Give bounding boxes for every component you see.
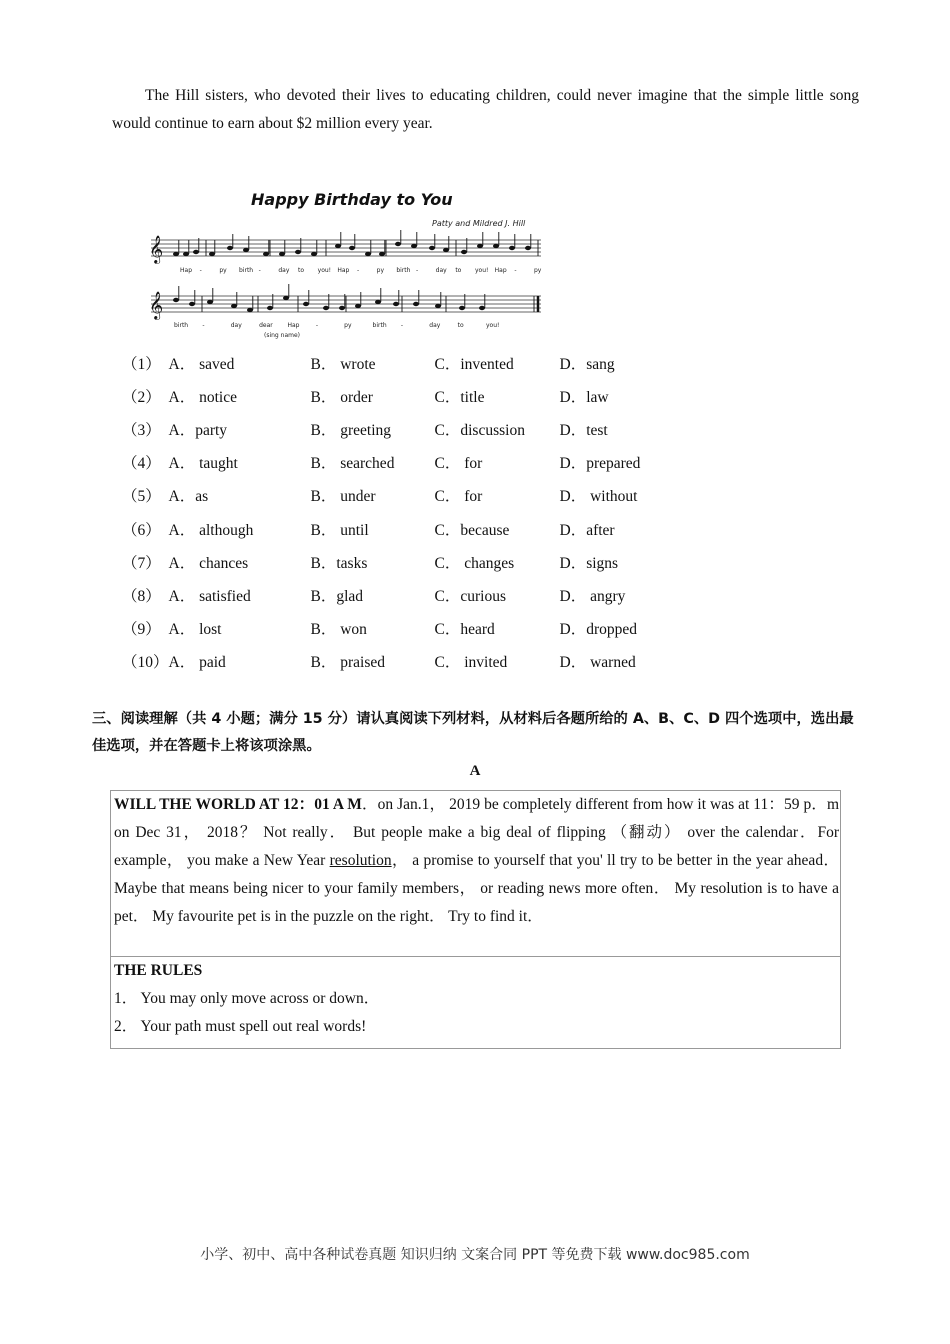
option-row — [122, 346, 680, 379]
lyric-syllable: - — [315, 322, 318, 329]
lyric-syllable: you! — [486, 322, 500, 329]
staff-line-1 — [149, 230, 541, 264]
question-number: （9） — [122, 621, 161, 639]
lyric-syllable: Hap — [287, 322, 300, 329]
option-d: D．law — [559, 388, 609, 406]
lyric-syllable: - — [416, 267, 419, 274]
lyric-syllable: - — [199, 267, 202, 274]
option-c: C．title — [434, 388, 485, 406]
lyric-syllable: you! — [475, 267, 489, 274]
option-row — [122, 578, 680, 611]
option-c: C． for — [434, 455, 483, 473]
option-row — [122, 379, 680, 412]
option-a: A．party — [168, 421, 228, 439]
intro-text: The Hill sisters, who devoted their lives to educating children, could never imagine that the simple little song would continue to earn about $2 million every year. — [112, 87, 859, 132]
option-d: D．sang — [559, 355, 615, 373]
option-b: B． order — [310, 388, 373, 406]
score-composer: Patty and Mildred J. Hill — [432, 219, 526, 228]
option-a: A． lost — [168, 621, 222, 639]
lyric-syllable: day — [230, 322, 242, 329]
option-a: A． paid — [168, 654, 226, 672]
option-c: C． changes — [434, 554, 515, 572]
lyric-syllable: dear — [259, 322, 273, 329]
section-3-heading: 三、阅读理解（共 4 小题；满分 15 分）请认真阅读下列材料，从材料后各题所给的 A、B、C、D 四个选项中，选出最佳选项，并在答题卡上将该项涂黑。 — [92, 711, 854, 754]
question-number: （4） — [122, 455, 161, 473]
question-number: （2） — [122, 388, 161, 406]
lyric-syllable: Hap — [494, 267, 507, 274]
option-c: C．discussion — [434, 421, 525, 439]
question-number: （7） — [122, 554, 161, 572]
lyric-syllable: you! — [317, 267, 332, 274]
option-row — [122, 412, 680, 445]
lyric-syllable: to — [455, 267, 462, 274]
lyric-syllable: birth — [396, 267, 411, 274]
option-b: B． praised — [310, 654, 385, 672]
option-row — [122, 512, 680, 545]
passage-box — [110, 790, 841, 1049]
page-footer: 小学、初中、高中各种试卷真题 知识归纳 文案合同 PPT 等免费下载 www.doc985.com — [200, 1247, 750, 1263]
passage-part2: ， a promise to yourself that you' ll try to be better in the year ahead． Maybe that means being nicer to your family members， or reading news more often． My resolution is to have a pet． My favourite pet is in the puzzle on the right． Try to find it． — [114, 852, 839, 925]
option-a: A． chances — [168, 554, 249, 572]
lyric-syllable: day — [435, 267, 447, 274]
passage-lead: WILL THE WORLD AT 12：01 A M — [114, 796, 362, 813]
lyrics-line-2 — [174, 322, 499, 329]
rules-section — [111, 956, 840, 1048]
rules-title: THE RULES — [114, 962, 203, 979]
lyric-syllable: - — [514, 267, 517, 274]
lyric-syllable: day — [429, 322, 441, 329]
lyric-syllable: birth — [239, 267, 254, 274]
cloze-options-table — [122, 346, 680, 678]
option-b: B． wrote — [310, 355, 376, 373]
question-number: （6） — [122, 521, 161, 539]
option-d: D．prepared — [559, 455, 641, 473]
option-row — [122, 479, 680, 512]
option-row — [122, 446, 680, 479]
question-number: （3） — [122, 421, 161, 439]
option-a: A． taught — [168, 455, 238, 473]
option-d: D．signs — [559, 554, 619, 572]
passage-text — [111, 791, 840, 956]
question-number: （5） — [122, 488, 161, 506]
option-a: A．as — [168, 488, 209, 506]
option-b: B．tasks — [310, 554, 368, 572]
resolution-underlined: resolution — [329, 852, 392, 869]
option-c: C．curious — [434, 587, 506, 605]
lyric-syllable: - — [258, 267, 261, 274]
lyrics-line-1 — [180, 267, 542, 274]
option-row — [122, 545, 680, 578]
option-c: C．because — [434, 521, 510, 539]
option-d: D．dropped — [559, 621, 638, 639]
option-a: A． although — [168, 521, 254, 539]
question-number: （8） — [122, 587, 161, 605]
rule-2: 2． Your path must spell out real words! — [114, 1018, 367, 1035]
lyric-syllable: - — [357, 267, 360, 274]
lyric-syllable: py — [219, 267, 227, 274]
option-b: B． greeting — [310, 421, 392, 439]
option-d: D． without — [559, 488, 638, 506]
lyric-syllable: to — [298, 267, 305, 274]
option-d: D． angry — [559, 587, 626, 605]
lyric-syllable: py — [376, 267, 385, 274]
option-b: B．glad — [310, 587, 364, 605]
staff-line-2 — [149, 284, 541, 320]
option-row — [122, 645, 680, 678]
option-c: C． invited — [434, 654, 508, 672]
rule-1: 1． You may only move across or down． — [114, 990, 380, 1007]
intro-paragraph — [112, 82, 859, 138]
option-row — [122, 612, 680, 645]
option-a: A． notice — [168, 388, 237, 406]
option-a: A． saved — [168, 355, 235, 373]
lyric-syllable: to — [457, 322, 464, 329]
option-b: B． under — [310, 488, 376, 506]
svg-text:𝄞: 𝄞 — [149, 235, 164, 263]
happy-birthday-score — [146, 180, 546, 342]
option-a: A． satisfied — [168, 587, 251, 605]
lyric-syllable: birth — [372, 322, 387, 329]
question-number: （10） — [122, 654, 169, 672]
option-b: B． until — [310, 521, 369, 539]
option-d: D．test — [559, 421, 608, 439]
option-c: C．heard — [434, 621, 495, 639]
option-c: C． for — [434, 488, 483, 506]
lyric-syllable: - — [202, 322, 205, 329]
option-b: B． won — [310, 621, 367, 639]
lyric-syllable: py — [534, 267, 542, 274]
svg-text:𝄞: 𝄞 — [149, 291, 164, 319]
question-number: （1） — [122, 355, 161, 373]
lyric-syllable: Hap — [337, 267, 350, 274]
lyric-syllable: Hap — [180, 267, 192, 274]
option-d: D． warned — [559, 654, 636, 672]
passage-label: A — [469, 763, 481, 779]
score-title: Happy Birthday to You — [251, 190, 453, 209]
lyric-syllable: day — [278, 267, 290, 274]
lyric-syllable: py — [344, 322, 352, 329]
passage-part1: ．on Jan.1， 2019 be completely different from how it was at 11：59 p．m on Dec 31， 2018？ Not really． But people make a big deal of flipping （翻动） over the calendar．For example， you make a New Year — [114, 796, 839, 869]
lyric-syllable: birth — [174, 322, 189, 329]
option-b: B． searched — [310, 455, 395, 473]
option-d: D．after — [559, 521, 615, 539]
sing-name-note: (sing name) — [264, 332, 301, 339]
lyric-syllable: - — [400, 322, 404, 329]
option-c: C．invented — [434, 355, 514, 373]
